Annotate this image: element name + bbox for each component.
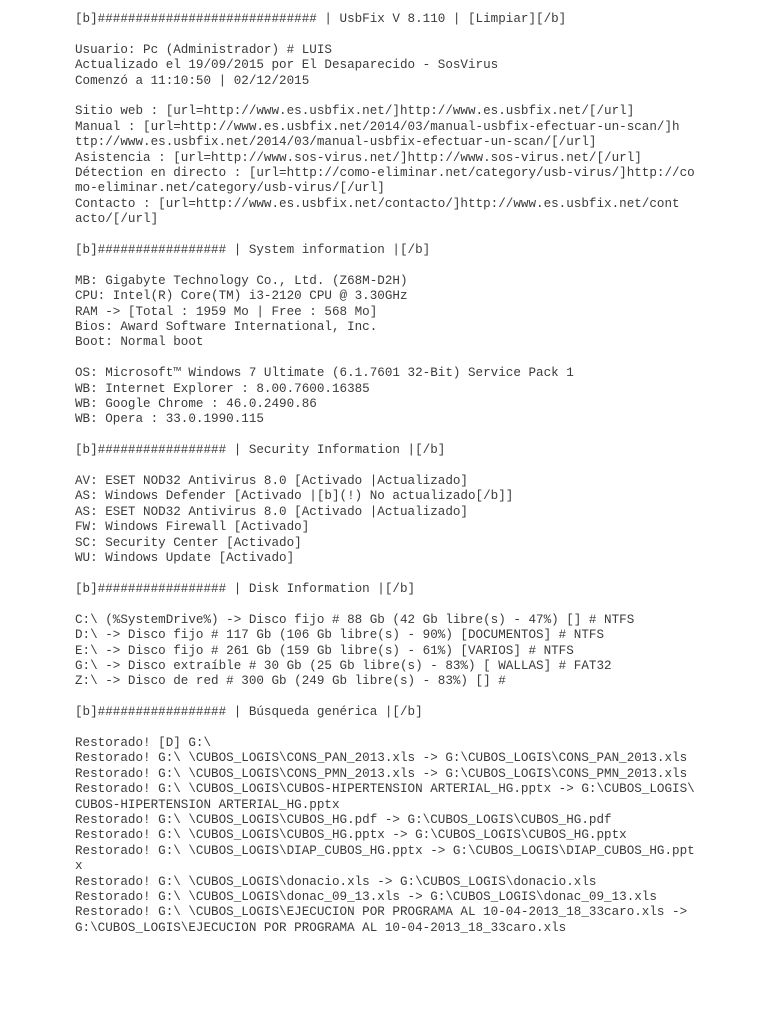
text-line: Restorado! G:\ \CUBOS_LOGIS\CONS_PAN_2013.xls -> G:\CUBOS_LOGIS\CONS_PAN_2013.xls (75, 751, 688, 766)
text-line: G:\CUBOS_LOGIS\EJECUCION POR PROGRAMA AL 10-04-2013_18_33caro.xls (75, 920, 567, 935)
text-line: WB: Google Chrome : 46.0.2490.86 (75, 397, 317, 412)
text-line: [b]############################# | UsbFix V 8.110 | [Limpiar][/b] (75, 12, 567, 26)
disk-information-header (75, 582, 755, 597)
text-line: x (75, 859, 83, 874)
text-line: Comenzó a 11:10:50 | 02/12/2015 (75, 73, 310, 88)
text-line: Asistencia : [url=http://www.sos-virus.net/]http://www.sos-virus.net/[/url] (75, 150, 642, 165)
text-line: acto/[/url] (75, 212, 159, 227)
text-line: mo-eliminar.net/category/usb-virus/[/url] (75, 181, 385, 196)
text-line: G:\ -> Disco extraíble # 30 Gb (25 Gb libre(s) - 83%) [ WALLAS] # FAT32 (75, 658, 612, 673)
report-header (75, 12, 755, 27)
text-line: AS: Windows Defender [Activado |[b](!) No actualizado[/b]] (75, 489, 514, 504)
security-info (75, 474, 755, 566)
hardware-info (75, 274, 755, 351)
system-information-header (75, 243, 755, 258)
text-line: SC: Security Center [Activado] (75, 535, 302, 550)
disk-info (75, 613, 755, 690)
text-line: Restorado! G:\ \CUBOS_LOGIS\CUBOS_HG.pptx -> G:\CUBOS_LOGIS\CUBOS_HG.pptx (75, 828, 627, 843)
text-line: WB: Internet Explorer : 8.00.7600.16385 (75, 381, 370, 396)
restore-log (75, 736, 755, 936)
text-line: Restorado! [D] G:\ (75, 735, 212, 750)
text-line: Z:\ -> Disco de red # 300 Gb (249 Gb libre(s) - 83%) [] # (75, 674, 506, 689)
text-line: WU: Windows Update [Activado] (75, 551, 295, 566)
text-line: [b]################# | Security Information |[/b] (75, 443, 446, 458)
text-line: [b]################# | System information |[/b] (75, 243, 431, 258)
text-line: Restorado! G:\ \CUBOS_LOGIS\EJECUCION POR PROGRAMA AL 10-04-2013_18_33caro.xls -> (75, 905, 688, 920)
text-line: C:\ (%SystemDrive%) -> Disco fijo # 88 Gb (42 Gb libre(s) - 47%) [] # NTFS (75, 612, 635, 627)
text-line: ttp://www.es.usbfix.net/2014/03/manual-usbfix-efectuar-un-scan/[/url] (75, 135, 597, 150)
text-line: MB: Gigabyte Technology Co., Ltd. (Z68M-D2H) (75, 273, 408, 288)
text-line: CUBOS-HIPERTENSION ARTERIAL_HG.pptx (75, 797, 340, 812)
text-line: Restorado! G:\ \CUBOS_LOGIS\DIAP_CUBOS_HG.pptx -> G:\CUBOS_LOGIS\DIAP_CUBOS_HG.ppt (75, 843, 695, 858)
text-line: Bios: Award Software International, Inc. (75, 320, 378, 335)
text-line: Restorado! G:\ \CUBOS_LOGIS\CUBOS-HIPERTENSION ARTERIAL_HG.pptx -> G:\CUBOS_LOGIS\ (75, 782, 695, 797)
text-line: AV: ESET NOD32 Antivirus 8.0 [Activado |Actualizado] (75, 474, 468, 489)
usbfix-report-document (75, 12, 755, 952)
text-line: D:\ -> Disco fijo # 117 Gb (106 Gb libre(s) - 90%) [DOCUMENTOS] # NTFS (75, 628, 605, 643)
text-line: [b]################# | Disk Information |[/b] (75, 581, 416, 596)
security-information-header (75, 443, 755, 458)
text-line: CPU: Intel(R) Core(TM) i3-2120 CPU @ 3.30GHz (75, 289, 408, 304)
text-line: Détection en directo : [url=http://como-eliminar.net/category/usb-virus/]http://co (75, 166, 695, 181)
text-line: Restorado! G:\ \CUBOS_LOGIS\donac_09_13.xls -> G:\CUBOS_LOGIS\donac_09_13.xls (75, 889, 657, 904)
text-line: OS: Microsoft™ Windows 7 Ultimate (6.1.7601 32-Bit) Service Pack 1 (75, 366, 574, 381)
text-line: Boot: Normal boot (75, 335, 204, 350)
text-line: Usuario: Pc (Administrador) # LUIS (75, 42, 332, 57)
text-line: Restorado! G:\ \CUBOS_LOGIS\donacio.xls -> G:\CUBOS_LOGIS\donacio.xls (75, 874, 597, 889)
text-line: Restorado! G:\ \CUBOS_LOGIS\CUBOS_HG.pdf -> G:\CUBOS_LOGIS\CUBOS_HG.pdf (75, 812, 612, 827)
text-line: WB: Opera : 33.0.1990.115 (75, 412, 264, 427)
links-section (75, 104, 755, 227)
text-line: Actualizado el 19/09/2015 por El Desaparecido - SosVirus (75, 58, 499, 73)
text-line: AS: ESET NOD32 Antivirus 8.0 [Activado |Actualizado] (75, 504, 468, 519)
text-line: Sitio web : [url=http://www.es.usbfix.net/]http://www.es.usbfix.net/[/url] (75, 104, 635, 119)
text-line: Restorado! G:\ \CUBOS_LOGIS\CONS_PMN_2013.xls -> G:\CUBOS_LOGIS\CONS_PMN_2013.xls (75, 766, 688, 781)
software-info (75, 366, 755, 428)
text-line: RAM -> [Total : 1959 Mo | Free : 568 Mo] (75, 304, 378, 319)
generic-search-header (75, 705, 755, 720)
user-info (75, 43, 755, 89)
text-line: [b]################# | Búsqueda genérica |[/b] (75, 705, 423, 720)
text-line: Manual : [url=http://www.es.usbfix.net/2014/03/manual-usbfix-efectuar-un-scan/]h (75, 119, 680, 134)
text-line: E:\ -> Disco fijo # 261 Gb (159 Gb libre(s) - 61%) [VARIOS] # NTFS (75, 643, 574, 658)
text-line: FW: Windows Firewall [Activado] (75, 520, 310, 535)
text-line: Contacto : [url=http://www.es.usbfix.net/contacto/]http://www.es.usbfix.net/cont (75, 196, 680, 211)
